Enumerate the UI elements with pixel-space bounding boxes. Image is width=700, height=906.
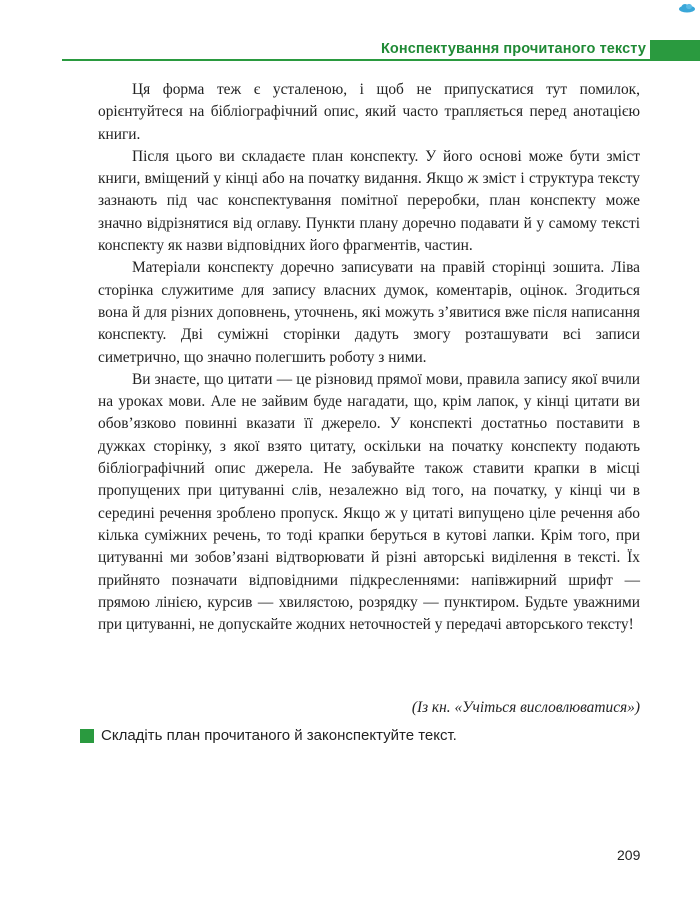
source-citation: (Із кн. «Учіться висловлюватися») <box>411 699 640 716</box>
paragraph: Ця форма теж є усталеною, і щоб не припускатися тут помилок, орієнтуйтеся на бібліографічний опис, який часто трапляється перед анотацією книги. <box>98 81 640 143</box>
header-accent-block <box>650 40 700 61</box>
task-marker-icon <box>80 729 94 743</box>
paragraph: Після цього ви складаєте план конспекту. У його основі може бути зміст книги, вміщений у кінці або на початку видання. Якщо ж зміст і структура тексту зазнають під час конспектування помітної переробки, план конспекту може значно відрізнятися від оглаву. Пункти плану доречно подавати й у самому тексті конспекту як назви відповідних його фрагментів, частин. <box>98 147 640 255</box>
header-divider <box>62 59 650 61</box>
page-number: 209 <box>617 847 641 863</box>
task-item <box>80 727 457 744</box>
section-title: Конспектування прочитаного тексту <box>380 41 646 57</box>
task-text: Складіть план прочитаного й законспектуйте текст. <box>101 727 457 744</box>
paragraph: Матеріали конспекту доречно записувати на правій сторінці зошита. Ліва сторінка служитиме для запису власних думок, коментарів, оцінок. Згодиться вона й для різних доповнень, уточнень, які можуть з’явитися вже після написання конспекту. Дві суміжні сторінки дадуть змогу розташувати всі записи симетрично, що значно полегшить роботу з ними. <box>98 259 640 366</box>
paragraph: Ви знаєте, що цитати — це різновид прямої мови, правила запису якої вчили на уроках мови. Але не зайвим буде нагадати, що, крім лапок, у кінці цитати ви обов’язково повинні вказати її джерело. У конспекті достатньо поставити в дужках сторінку, з якої взято цитату, оскільки на початку конспекту подають бібліографічний опис джерела. Не забувайте також ставити крапки в місці пропущених при цитуванні слів, незалежно від того, на початку, у кінці чи в середині речення зроблено пропуск. Якщо ж у цитаті випущено ціле речення або кілька суміжних речень, то тоді крапки беруться в кутові лапки. Крім того, при цитуванні ми зобов’язані відтворювати й різні авторські виділення в тексті. Їх прийнято позначати відповідними підкресленнями: напівжирний шрифт — прямою лінією, курсив — хвилястою, розрядку — пунктиром. Будьте уважними при цитуванні, не допускайте жодних неточностей у передачі авторського тексту! <box>98 370 640 634</box>
body-text <box>98 79 640 636</box>
cloud-logo-icon <box>678 3 696 13</box>
